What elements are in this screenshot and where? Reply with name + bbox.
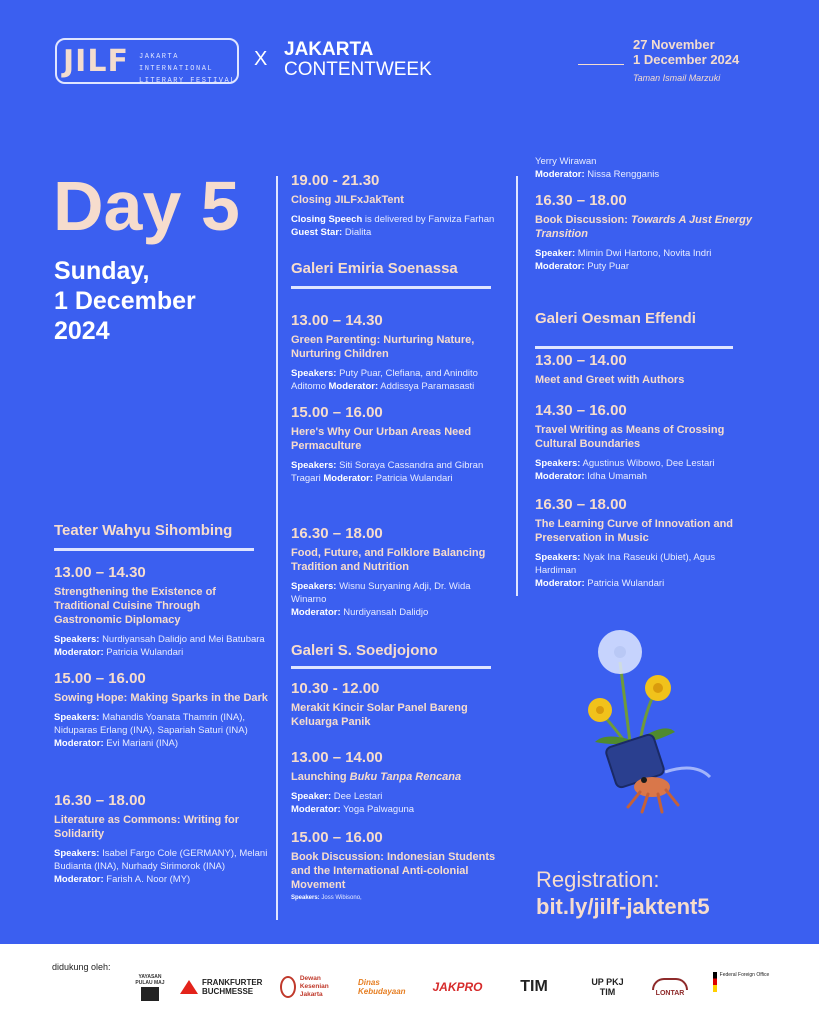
event-block — [291, 172, 496, 239]
speakers-names: Dee Lestari — [333, 791, 383, 802]
guest-star-name: Dialita — [344, 227, 372, 238]
moderator-label: Moderator: — [291, 607, 341, 618]
speakers-label: Speakers: — [54, 634, 100, 645]
event-time: 13.00 – 14.00 — [535, 352, 627, 369]
event-continuation — [535, 155, 755, 181]
event-time: 16.30 – 18.00 — [535, 192, 627, 209]
collab-x: X — [254, 48, 268, 70]
event-title: Book Discussion: Indonesian Students and the International Anti-colonial Movement — [291, 851, 496, 891]
german-flag-icon — [713, 972, 717, 992]
event-time: 13.00 – 14.30 — [54, 564, 146, 581]
event-title-italic: Buku Tanpa Rencana — [349, 771, 462, 783]
event-time: 16.30 – 18.00 — [291, 525, 383, 542]
hermit-crab-illustration — [570, 622, 760, 822]
sponsor-name: Dewan Kesenian Jakarta — [299, 975, 329, 998]
speakers-label: Speakers: — [291, 368, 337, 379]
sponsor-logo — [580, 972, 635, 1002]
day-title: Day 5 — [53, 167, 240, 245]
date-end: 1 December 2024 — [633, 52, 740, 67]
moderator-name: Patricia Wulandari — [587, 578, 665, 589]
event-block — [291, 312, 506, 393]
sponsor-name: LONTAR — [655, 989, 685, 997]
sponsor-logo — [706, 972, 776, 1002]
venue-galeri-s-soedjojono: Galeri S. Soedjojono — [291, 642, 438, 659]
event-block — [291, 829, 506, 902]
sponsor-logo — [135, 972, 165, 1002]
event-title-prefix: Launching — [291, 771, 347, 783]
venue-galeri-emiria-soenassa: Galeri Emiria Soenassa — [291, 260, 458, 277]
event-block — [291, 525, 506, 619]
speakers-label: Speakers: — [54, 712, 100, 723]
sponsor-logo — [504, 972, 564, 1002]
jilf-sub-line2: LITERARY FESTIVAL — [139, 77, 236, 85]
moderator-name: Yoga Palwaguna — [343, 804, 415, 815]
event-title — [291, 770, 506, 784]
event-time: 15.00 – 16.00 — [54, 670, 146, 687]
event-title: Merakit Kincir Solar Panel Bareng Keluarga Panik — [291, 702, 468, 728]
speakers-names: Mahandis Yoanata Thamrin (INA), Niduparas Erlang (INA), Sapariah Saturi (INA) — [54, 712, 248, 736]
sponsor-name: UP PKJ TIM — [591, 977, 624, 997]
event-speakers — [291, 894, 506, 902]
speakers-names: Siti Soraya Cassandra and Gibran Tragari — [291, 460, 484, 484]
event-title: Closing JILFxJakTent — [291, 194, 404, 206]
sponsor-logo — [180, 972, 272, 1002]
event-block — [535, 192, 755, 273]
moderator-name: Puty Puar — [587, 261, 629, 272]
event-block — [535, 496, 755, 590]
speakers-names: Nyak Ina Raseuki (Ubiet), Agus Hardiman — [535, 552, 716, 576]
moderator-label: Moderator: — [54, 647, 104, 658]
jilf-logo — [55, 38, 239, 84]
speakers-names: Agustinus Wibowo, Dee Lestari — [582, 458, 715, 469]
moderator-label: Moderator: — [291, 804, 341, 815]
jaktent-logo — [284, 39, 432, 80]
moderator-name: Evi Mariani (INA) — [106, 738, 179, 749]
event-time: 15.00 – 16.00 — [291, 404, 383, 421]
sponsor-logo — [645, 972, 695, 1002]
event-time: 19.00 - 21.30 — [291, 172, 380, 189]
event-title: Sowing Hope: Making Sparks in the Dark — [54, 692, 268, 704]
day-date-line3: 2024 — [54, 317, 110, 345]
speakers-names: Isabel Fargo Cole (GERMANY), Melani Budianta (INA), Nurhady Sirimorok (INA) — [54, 848, 268, 872]
event-title: Meet and Greet with Authors — [535, 374, 685, 386]
sponsors-band — [0, 944, 819, 1023]
event-speakers — [54, 711, 269, 750]
event-block — [291, 404, 506, 485]
event-time: 16.30 – 18.00 — [54, 792, 146, 809]
event-time: 16.30 – 18.00 — [535, 496, 627, 513]
sponsor-logo — [280, 972, 350, 1002]
speakers-label: Speaker: — [535, 248, 576, 259]
event-speakers — [54, 847, 269, 886]
event-block — [54, 564, 269, 659]
event-time: 10.30 - 12.00 — [291, 680, 380, 697]
speakers-label: Speakers: — [54, 848, 100, 859]
event-block — [54, 670, 269, 750]
event-speakers — [291, 459, 506, 485]
sponsor-logo — [358, 972, 418, 1002]
moderator-label: Moderator: — [535, 261, 585, 272]
venue-rule — [291, 286, 491, 289]
speakers-label: Speaker: — [291, 791, 332, 802]
jilf-sub-line1: JAKARTA INTERNATIONAL — [139, 53, 214, 73]
speakers-names: Joss Wibisono, — [321, 895, 362, 901]
moderator-name: Nurdiyansah Dalidjo — [343, 607, 429, 618]
event-time: 13.00 – 14.30 — [291, 312, 383, 329]
event-title-prefix: Book Discussion: — [535, 214, 628, 226]
event-speakers — [535, 247, 755, 273]
speakers-names: Nurdiyansah Dalidjo and Mei Batubara — [102, 634, 265, 645]
dkj-emblem-icon — [280, 976, 296, 998]
event-title: The Learning Curve of Innovation and Preservation in Music — [535, 518, 734, 544]
speakers-names: Wisnu Suryaning Adji, Dr. Wida Winarno — [291, 581, 471, 605]
event-title-italic: Towards A Just Energy Transition — [535, 214, 752, 240]
event-speakers — [54, 633, 269, 659]
event-block — [54, 792, 269, 886]
event-block — [535, 352, 755, 387]
jaktent-line1: JAKARTA — [284, 39, 374, 60]
event-time: 15.00 – 16.00 — [291, 829, 383, 846]
speakers-label: Speakers: — [291, 895, 320, 901]
moderator-name: Patricia Wulandari — [375, 473, 453, 484]
moderator-label: Moderator: — [535, 169, 585, 180]
column-divider-1 — [276, 176, 278, 920]
speakers-label: Speakers: — [291, 581, 337, 592]
moderator-label: Moderator: — [54, 738, 104, 749]
speakers-names: Yerry Wirawan — [535, 156, 597, 167]
event-title: Food, Future, and Folklore Balancing Tradition and Nutrition — [291, 547, 486, 573]
event-speakers — [291, 790, 506, 816]
closing-speech-text: is delivered by Farwiza Farhan — [364, 214, 495, 225]
sponsor-name: Dinas Kebudayaan — [358, 978, 406, 996]
moderator-label: Moderator: — [328, 381, 379, 392]
jilf-subtitle — [139, 51, 237, 87]
frankfurter-mark-icon — [180, 980, 198, 994]
sponsor-name: JAKPRO — [432, 980, 483, 994]
venue-galeri-oesman-effendi: Galeri Oesman Effendi — [535, 310, 696, 327]
column-divider-2 — [516, 176, 518, 596]
event-speakers — [291, 213, 496, 239]
speakers-names: Mimin Dwi Hartono, Novita Indri — [577, 248, 712, 259]
moderator-name: Patricia Wulandari — [106, 647, 184, 658]
speakers-names: Puty Puar, Clefiana, and Anindito Aditomo — [291, 368, 478, 392]
venue-rule — [54, 548, 254, 551]
event-block — [291, 749, 506, 816]
closing-speech-label: Closing Speech — [291, 214, 363, 225]
event-speakers — [535, 155, 755, 181]
event-title: Literature as Commons: Writing for Solidarity — [54, 814, 239, 840]
moderator-name: Farish A. Noor (MY) — [106, 874, 191, 885]
registration-block — [536, 867, 710, 921]
moderator-label: Moderator: — [54, 874, 104, 885]
event-speakers — [535, 551, 755, 590]
moderator-label: Moderator: — [535, 471, 585, 482]
sponsor-name: FRANKFURTER BUCHMESSE — [202, 978, 263, 996]
qr-icon — [141, 987, 159, 1001]
guest-star-label: Guest Star: — [291, 227, 343, 238]
registration-label: Registration: — [536, 867, 660, 892]
speakers-label: Speakers: — [291, 460, 337, 471]
date-rule — [578, 64, 624, 65]
moderator-name: Nissa Rengganis — [587, 169, 660, 180]
festival-venue: Taman Ismail Marzuki — [633, 73, 721, 83]
event-title: Green Parenting: Nurturing Nature, Nurturing Children — [291, 334, 475, 360]
venue-rule — [535, 346, 733, 349]
date-start: 27 November — [633, 37, 715, 52]
venue-teater-wahyu-sihombing: Teater Wahyu Sihombing — [54, 522, 233, 539]
moderator-name: Idha Umamah — [587, 471, 647, 482]
event-speakers — [535, 457, 755, 483]
event-title: Here's Why Our Urban Areas Need Permaculture — [291, 426, 472, 452]
moderator-name: Addissya Paramasasti — [380, 381, 475, 392]
day-date-line2: 1 December — [54, 287, 196, 315]
moderator-label: Moderator: — [323, 473, 374, 484]
venue-rule — [291, 666, 491, 669]
lontar-arch-icon — [652, 978, 688, 990]
sponsor-name: YAYASAN PULAU MAJ — [135, 973, 165, 986]
registration-link[interactable]: bit.ly/jilf-jaktent5 — [536, 894, 710, 919]
day-date — [54, 256, 274, 346]
event-title — [535, 213, 755, 241]
jaktent-line2: CONTENTWEEK — [284, 59, 432, 80]
jilf-mark: JILF — [63, 44, 129, 79]
event-title: Travel Writing as Means of Crossing Cultural Boundaries — [535, 424, 725, 450]
sponsor-name: Federal Foreign Office — [719, 972, 770, 978]
event-time: 13.00 – 14.00 — [291, 749, 383, 766]
moderator-label: Moderator: — [535, 578, 585, 589]
event-title: Strengthening the Existence of Traditional Cuisine Through Gastronomic Diplomacy — [54, 586, 216, 626]
sponsors-label: didukung oleh: — [52, 962, 111, 972]
sponsor-name: TIM — [520, 978, 548, 995]
sponsor-logo — [425, 972, 490, 1002]
festival-dates — [578, 37, 768, 83]
speakers-label: Speakers: — [535, 458, 581, 469]
event-speakers — [291, 580, 506, 619]
event-time: 14.30 – 16.00 — [535, 402, 627, 419]
day-date-line1: Sunday, — [54, 257, 150, 285]
event-block — [291, 680, 506, 729]
event-speakers — [291, 367, 506, 393]
speakers-label: Speakers: — [535, 552, 581, 563]
event-block — [535, 402, 755, 483]
